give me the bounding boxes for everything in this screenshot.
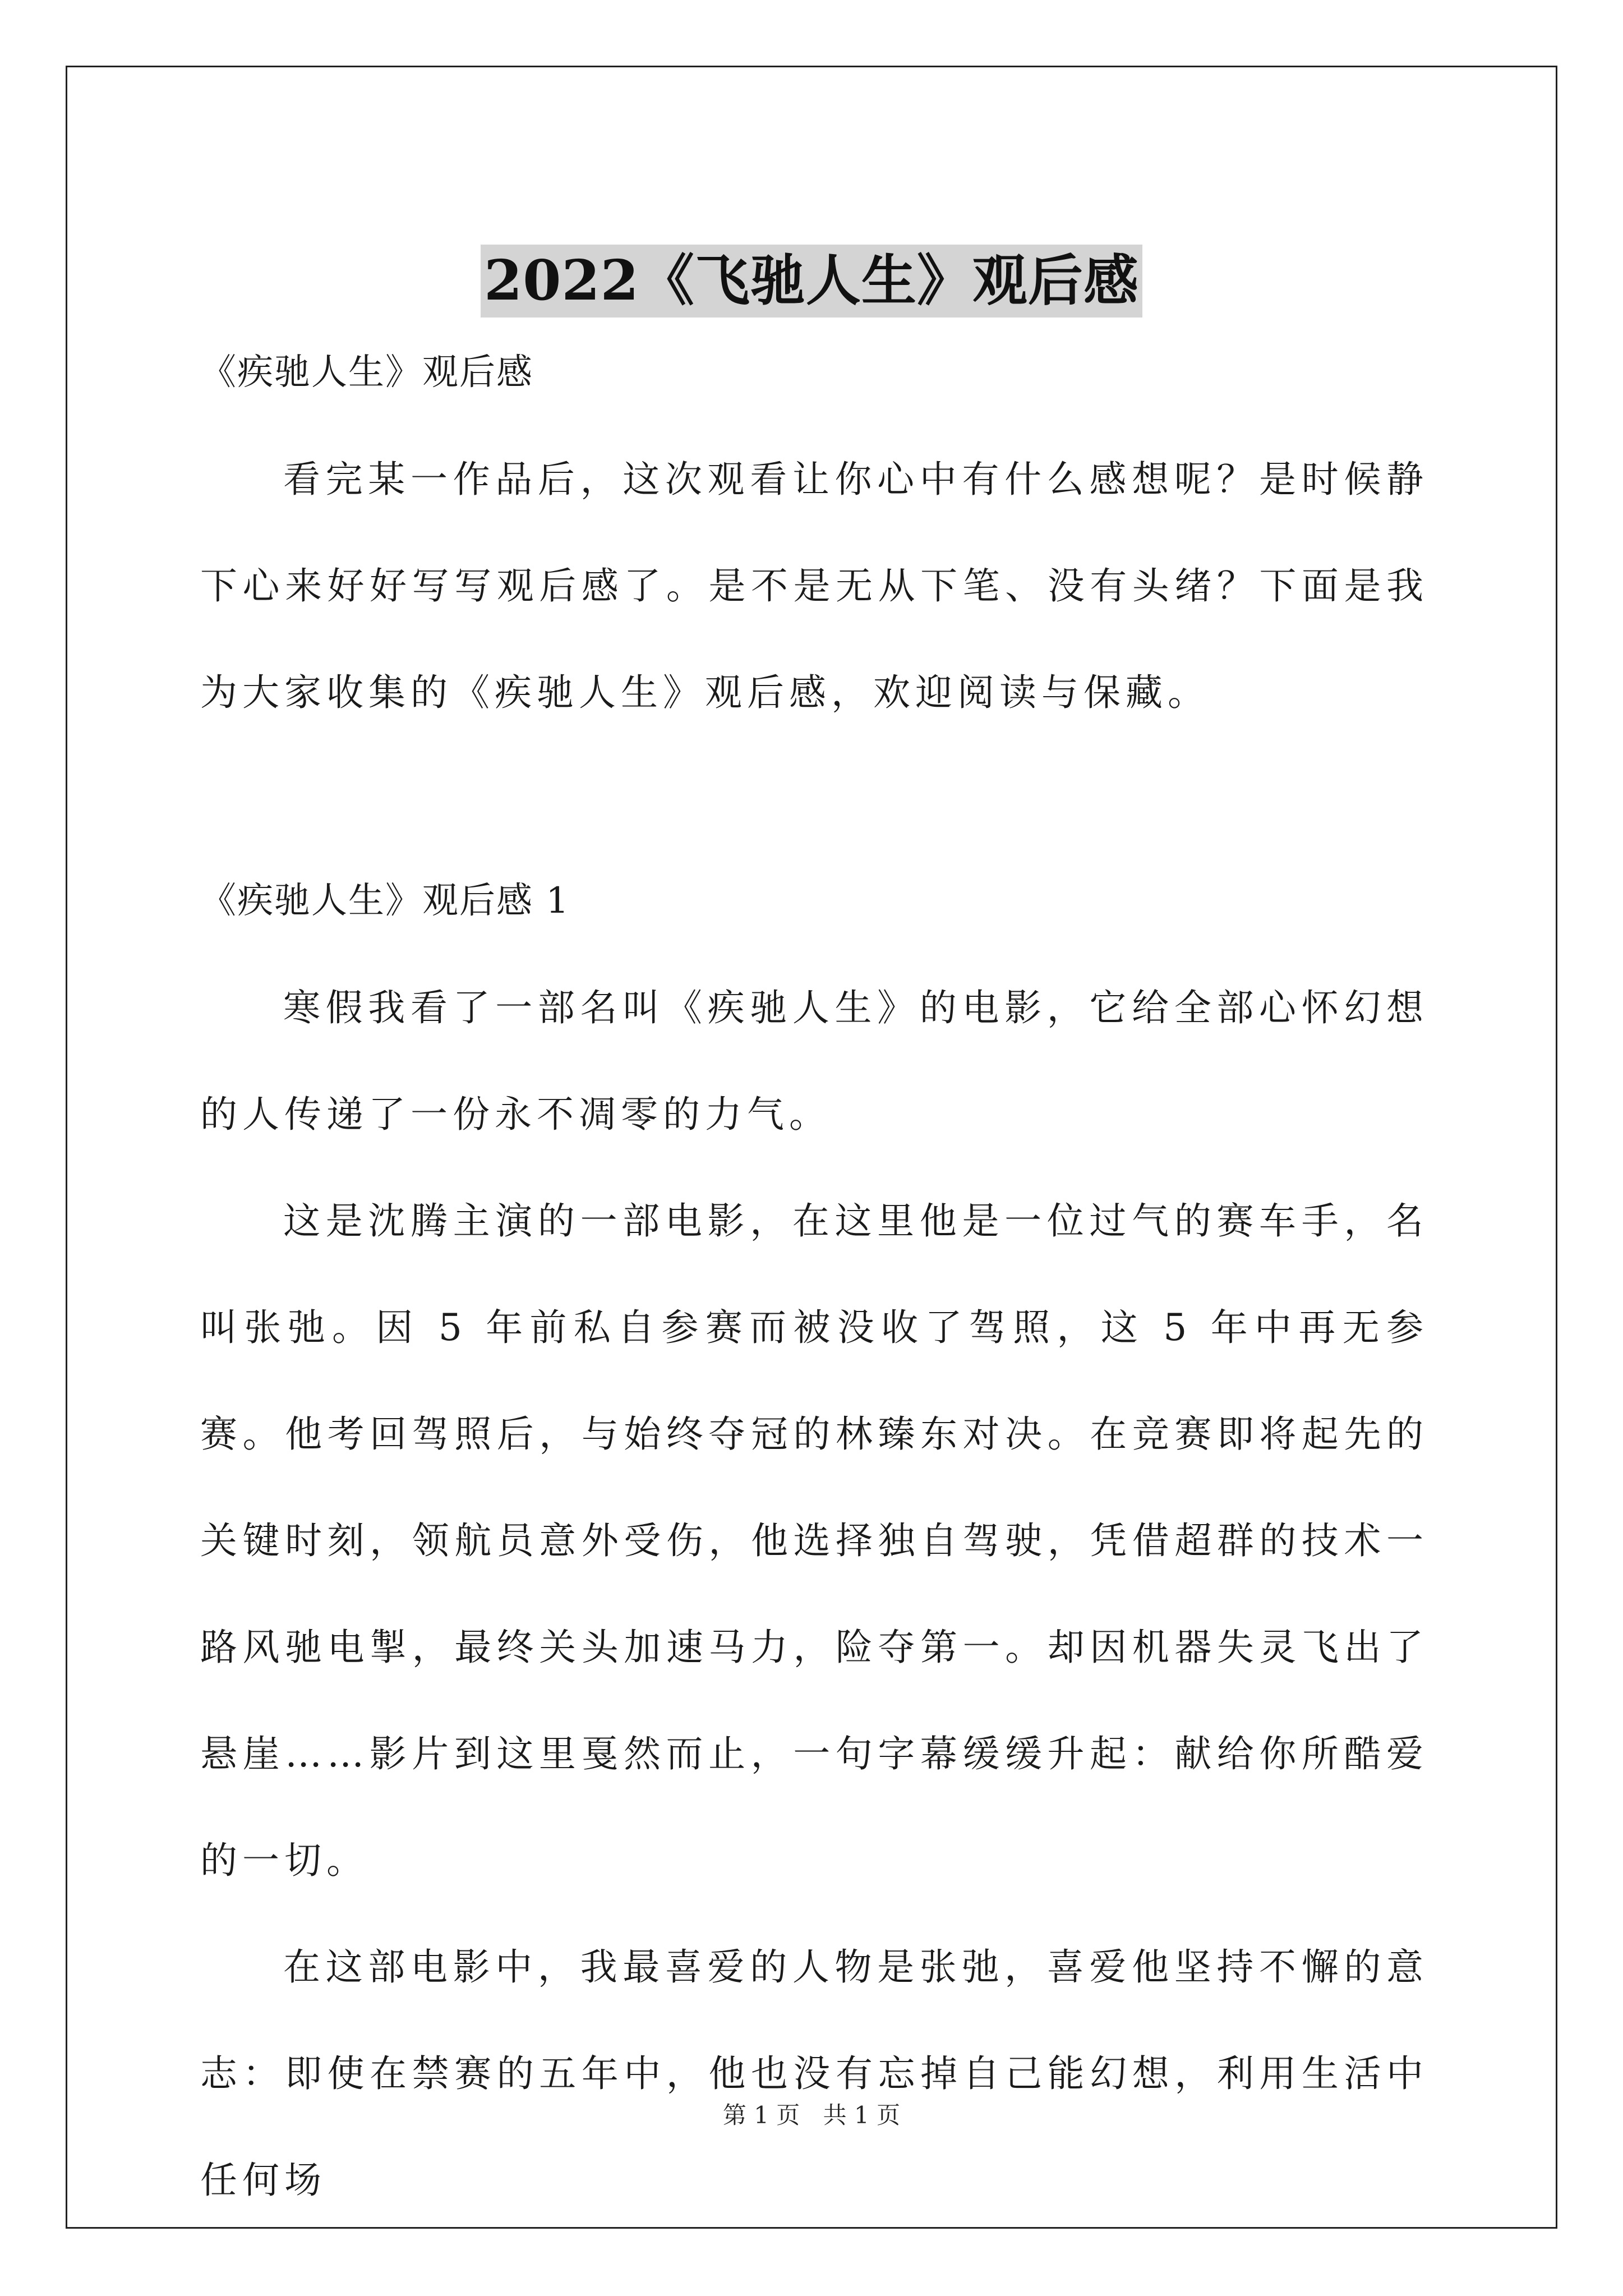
page-total: 共 1 页	[823, 2101, 901, 2129]
paragraph: 寒假我看了一部名叫《疾驰人生》的电影，它给全部心怀幻想的人传递了一份永不凋零的力气。	[200, 986, 1428, 1136]
section-heading: 《疾驰人生》观后感	[200, 352, 533, 393]
paragraph: 看完某一作品后，这次观看让你心中有什么感想呢？是时候静下心来好好写写观后感了。是不是无从下笔、没有头绪？下面是我为大家收集的《疾驰人生》观后感，欢迎阅读与保藏。	[200, 458, 1428, 714]
section-intro	[200, 348, 1428, 746]
page-footer	[0, 2097, 1623, 2131]
paragraph: 在这部电影中，我最喜爱的人物是张弛，喜爱他坚持不懈的意志：即使在禁赛的五年中，他也没有忘掉自己能幻想，利用生活中任何场	[200, 1945, 1428, 2202]
document-body	[200, 314, 1428, 2234]
section-review-1	[200, 876, 1428, 2234]
section-heading: 《疾驰人生》观后感 1	[200, 880, 570, 922]
page-number: 第 1 页	[722, 2101, 800, 2129]
paragraph: 这是沈腾主演的一部电影，在这里他是一位过气的赛车手，名叫张弛。因 5 年前私自参赛而被没收了驾照，这 5 年中再无参赛。他考回驾照后，与始终夺冠的林臻东对决。在竞赛即将起先的关键时刻，领航员意外受伤，他选择独自驾驶，凭借超群的技术一路风驰电掣，最终关头加速马力，险夺第一。却因机器失灵飞出了悬崖……影片到这里戛然而止，一句字幕缓缓升起：献给你所酷爱的一切。	[200, 1199, 1428, 1882]
document-title: 2022《飞驰人生》观后感	[481, 245, 1142, 318]
